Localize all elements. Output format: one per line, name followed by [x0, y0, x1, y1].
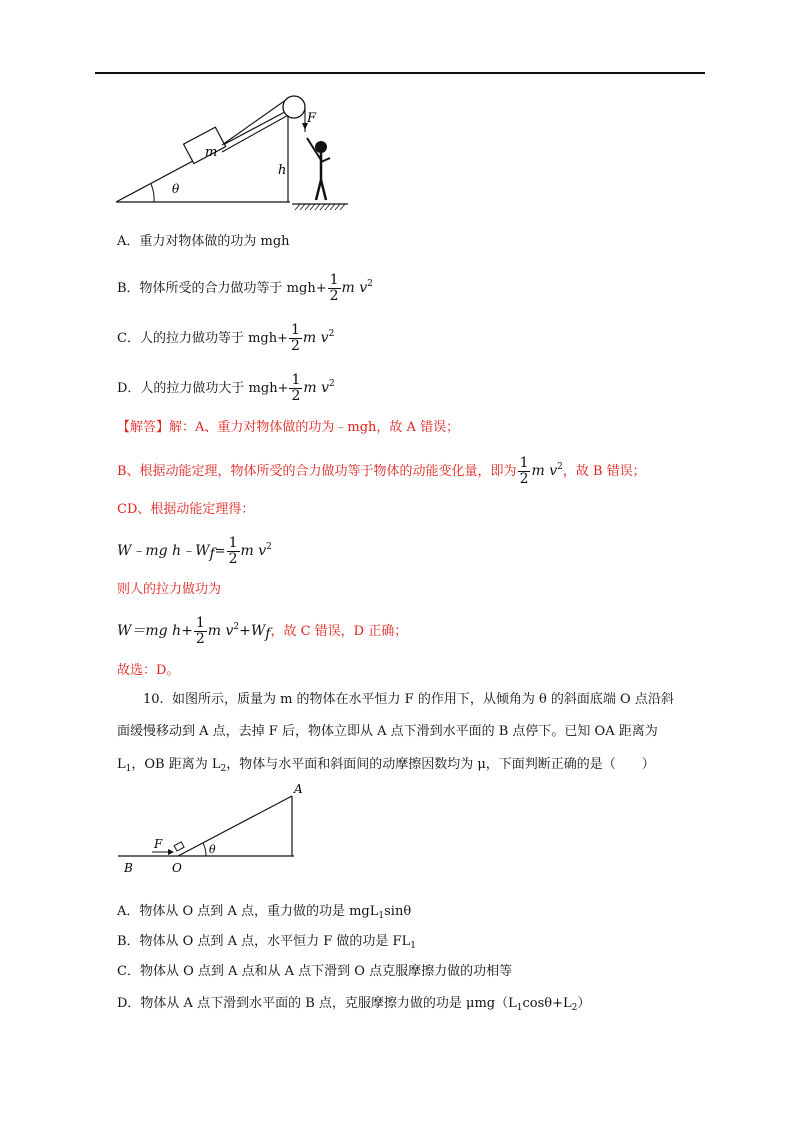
label-h: h	[278, 163, 287, 178]
q9-option-d-text: D．人的拉力做功大于 mgh+	[117, 381, 289, 396]
q9-option-b-text: B．物体所受的合力做功等于 mgh+	[117, 281, 327, 296]
answer-line-3: CD、根据动能定理得：	[117, 502, 255, 517]
label-A: A	[294, 782, 303, 796]
q10-line-3: $L_1$，OB 距离为 $L_2$，物体与水平面和斜面间的动摩擦因数均为 μ，下面判断正确的是（ ）	[117, 757, 655, 774]
answer-line-1: 【解答】解：A、重力对物体做的功为﹣mgh，故 A 错误；	[117, 420, 460, 435]
label-O: O	[172, 861, 182, 875]
q10-option-a: A．物体从 O 点到 A 点，重力做的功是 mgL$_1$sinθ	[117, 904, 412, 921]
answer-tag: 【解答】	[117, 420, 170, 435]
answer-line-5: 则人的拉力做功为	[117, 582, 222, 597]
equation-2: W＝mg h+ $\frac{1}{2}$ m $v^2+W_f$，故 C 错误，D 正确；	[117, 615, 408, 647]
figure-incline-oab	[112, 780, 312, 875]
equation-1: W﹣mg $h﹣W_f=$ $\frac{1}{2}$ m $v^2$	[117, 535, 272, 567]
q9-option-c-text: C．人的拉力做功等于 mgh+	[117, 331, 288, 346]
q10-option-d: D．物体从 A 点下滑到水平面的 B 点，克服摩擦力做的功是 $\mu mg(L_1\cos\theta+L_2)$	[117, 996, 591, 1013]
label-m: m	[205, 145, 218, 160]
label-F: F	[307, 111, 317, 126]
label-B: B	[124, 861, 133, 875]
fraction-half: $\frac{1}{2}$	[195, 615, 205, 647]
fraction-half: $\frac{1}{2}$	[291, 372, 301, 404]
q9-option-c: C．人的拉力做功等于 mgh+ $\frac{1}{2}$ m $v^2$	[117, 322, 335, 354]
header-rule	[95, 72, 705, 74]
q10-option-c: C．物体从 O 点到 A 点和从 A 点下滑到 O 点克服摩擦力做的功相等	[117, 964, 513, 979]
fraction-half: $\frac{1}{2}$	[329, 272, 339, 304]
q10-line-2: 面缓慢移动到 A 点，去掉 F 后，物体立即从 A 点下滑到水平面的 B 点停下。已知 OA 距离为	[117, 724, 658, 739]
label-theta: θ	[172, 182, 180, 196]
q10-line-1: 10. 如图所示，质量为 m 的物体在水平恒力 F 的作用下，从倾角为 θ 的斜面底端 O 点沿斜	[143, 692, 674, 707]
label-F: F	[154, 837, 163, 851]
q10-option-b: B．物体从 O 点到 A 点，水平恒力 F 做的功是 $FL_1$	[117, 934, 416, 951]
q9-option-d: D．人的拉力做功大于 mgh+ $\frac{1}{2}$ m $v^2$	[117, 372, 335, 404]
fraction-half: $\frac{1}{2}$	[228, 535, 238, 567]
figure-incline-pulley	[110, 92, 350, 217]
q9-option-a: A．重力对物体做的功为 mgh	[117, 234, 290, 249]
answer-line-2: B、根据动能定理，物体所受的合力做功等于物体的动能变化量，即为 $\frac{1}{2}$ m $v^2$，故 B 错误；	[117, 455, 646, 487]
fraction-half: $\frac{1}{2}$	[519, 455, 529, 487]
label-theta: θ	[209, 843, 216, 856]
q10-number: 10.	[143, 692, 164, 707]
q9-option-b: B．物体所受的合力做功等于 mgh+ $\frac{1}{2}$ m $v^2$	[117, 272, 373, 304]
fraction-half: $\frac{1}{2}$	[291, 322, 300, 354]
answer-line-7: 故选：D。	[117, 663, 180, 678]
